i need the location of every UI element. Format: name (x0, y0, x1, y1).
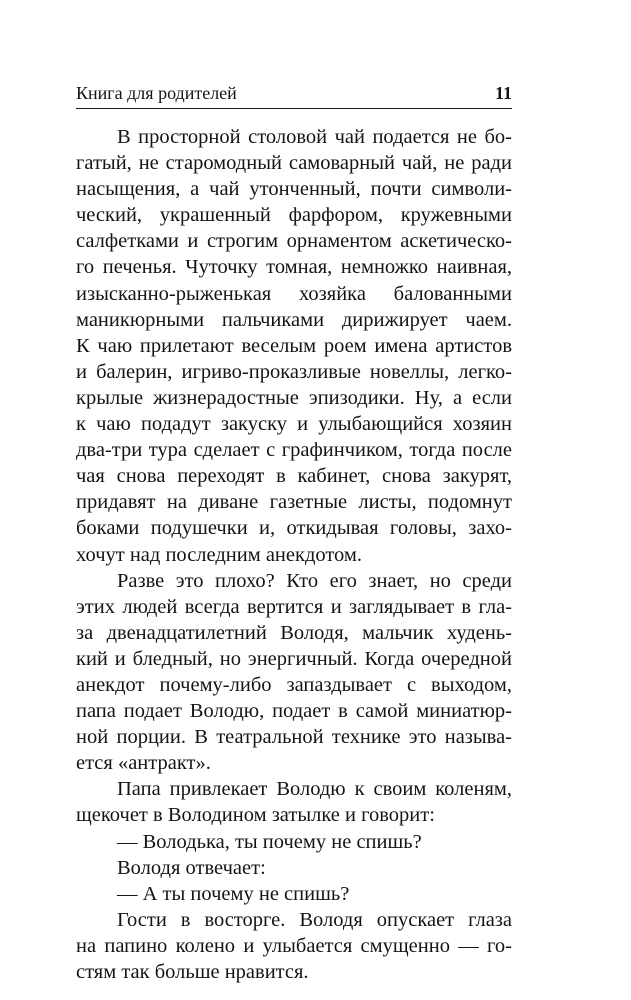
text-line: В просторной столовой чай подается не бо- (117, 126, 512, 148)
book-title: Книга для родителей (76, 83, 237, 103)
text-line: хочут над последним анекдотом. (76, 543, 362, 566)
text-line: чая снова переходят в кабинет, снова закурят, (76, 465, 512, 488)
text-line: насыщения, а чай утонченный, почти символи- (76, 178, 512, 201)
body-text (76, 124, 512, 985)
text-line: боками подушечки и, откидывая головы, захо- (76, 517, 512, 540)
page-number: 11 (494, 83, 512, 103)
text-line: салфетками и строгим орнаментом аскетическо- (76, 230, 512, 253)
text-line: маникюрными пальчиками дирижирует чаем. (76, 308, 512, 331)
text-line: этих людей всегда вертится и заглядывает в гла- (76, 595, 512, 618)
dialogue-line: — Володька, ты почему не спишь? (117, 830, 422, 853)
text-line: щекочет в Володином затылке и говорит: (76, 804, 435, 827)
text-line: К чаю прилетают веселым роем имена артистов (76, 334, 512, 357)
text-line: за двенадцатилетний Володя, мальчик худень- (76, 621, 512, 644)
text-line: Папа привлекает Володю к своим коленям, (117, 778, 512, 801)
text-line: придавят на диване газетные листы, подомнут (76, 491, 512, 514)
text-line: к чаю подадут закуску и улыбающийся хозяин (76, 413, 512, 436)
text-line: ной порции. В театральной технике это называ- (76, 726, 512, 749)
text-line: го печенья. Чуточку томная, немножко наивная, (76, 256, 512, 279)
text-line: анекдот почему-либо запаздывает с выходом, (76, 673, 512, 696)
text-line: изысканно-рыженькая хозяйка балованными (76, 282, 512, 305)
text-line: стям так больше нравится. (76, 961, 309, 983)
text-line: ческий, украшенный фарфором, кружевными (76, 204, 512, 227)
text-line: гатый, не старомодный самоварный чай, не ради (76, 152, 512, 175)
text-line: два-три тура сделает с графинчиком, тогда после (76, 439, 512, 462)
text-line: Гости в восторге. Володя опускает глаза (117, 908, 512, 931)
text-line: крылые жизнерадостные эпизодики. Ну, а если (76, 386, 512, 409)
text-line: и балерин, игриво-проказливые новеллы, легко- (76, 360, 512, 383)
running-header (76, 82, 512, 109)
text-line: на папино колено и улыбается смущенно — го- (76, 934, 512, 957)
text-line: папа подает Володю, подает в самой миниатюр- (76, 700, 512, 723)
text-line: ется «антракт». (76, 752, 211, 775)
text-line: Разве это плохо? Кто его знает, но среди (117, 569, 512, 592)
text-line: Володя отвечает: (117, 856, 266, 879)
dialogue-line: — А ты почему не спишь? (117, 882, 350, 905)
text-line: кий и бледный, но энергичный. Когда очередной (76, 647, 512, 670)
